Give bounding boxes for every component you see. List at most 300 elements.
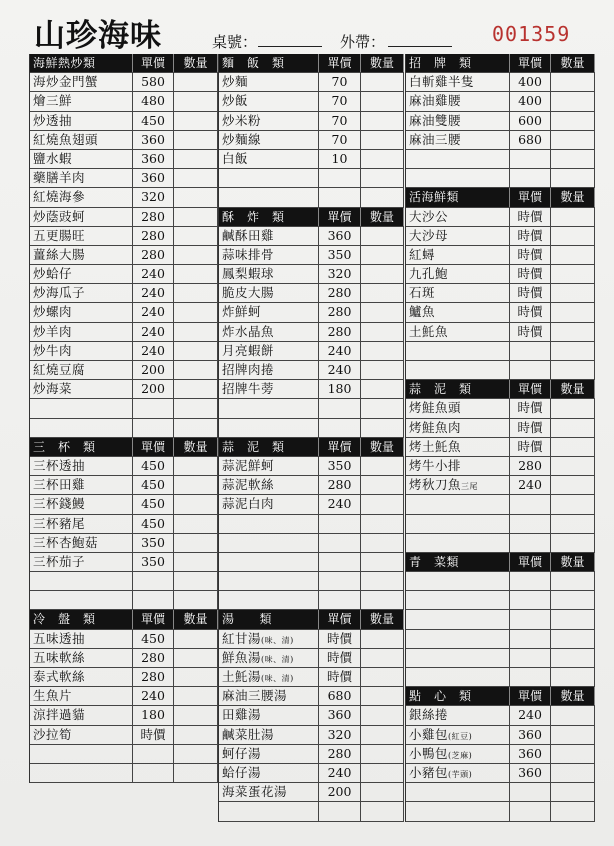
quantity-cell[interactable]	[174, 515, 218, 533]
quantity-cell[interactable]	[174, 92, 218, 110]
price-header: 單價	[319, 54, 361, 72]
quantity-cell[interactable]	[174, 380, 218, 398]
menu-item-row	[406, 802, 595, 821]
quantity-header: 數量	[551, 54, 595, 72]
item-price	[319, 572, 361, 590]
item-name-text: 麻油雙腰	[409, 112, 462, 128]
item-price: 280	[133, 246, 174, 264]
quantity-cell[interactable]	[174, 457, 218, 475]
quantity-cell[interactable]	[361, 188, 404, 206]
item-name	[406, 572, 510, 590]
item-name-text: 青 菜類	[409, 554, 460, 569]
quantity-cell[interactable]	[174, 73, 218, 91]
quantity-cell[interactable]	[361, 303, 404, 321]
item-price	[133, 745, 174, 763]
section-title	[30, 610, 133, 628]
menu-item-row	[30, 380, 218, 399]
quantity-cell[interactable]	[361, 342, 404, 360]
item-name-text: 炒飯	[222, 93, 249, 109]
quantity-cell[interactable]	[361, 649, 404, 667]
quantity-cell[interactable]	[551, 591, 595, 609]
quantity-cell[interactable]	[174, 169, 218, 187]
item-price: 時價	[510, 419, 551, 437]
item-name-text: 烤土魠魚	[409, 438, 462, 454]
menu-item-row	[30, 668, 218, 687]
quantity-cell[interactable]	[174, 188, 218, 206]
item-name	[30, 303, 133, 321]
item-name-text: 炒米粉	[222, 112, 262, 128]
item-price: 240	[319, 764, 361, 782]
quantity-cell[interactable]	[361, 745, 404, 763]
item-name	[219, 687, 319, 705]
item-price	[133, 572, 174, 590]
quantity-cell[interactable]	[174, 227, 218, 245]
menu-item-row	[219, 745, 404, 764]
section-header	[219, 208, 404, 227]
quantity-cell[interactable]	[551, 668, 595, 686]
quantity-cell[interactable]	[174, 208, 218, 226]
item-name	[406, 515, 510, 533]
menu-item-row	[30, 419, 218, 438]
item-name	[219, 246, 319, 264]
menu-item-row	[219, 150, 404, 169]
menu-item-row	[219, 169, 404, 188]
quantity-cell[interactable]	[551, 783, 595, 801]
item-name	[219, 591, 319, 609]
menu-item-row	[406, 745, 595, 764]
price-header: 單價	[510, 54, 551, 72]
quantity-cell[interactable]	[361, 92, 404, 110]
item-price: 時價	[510, 246, 551, 264]
price-header: 單價	[510, 188, 551, 206]
menu-item-row	[406, 515, 595, 534]
quantity-cell[interactable]	[361, 726, 404, 744]
item-name	[406, 802, 510, 820]
section-title	[406, 553, 510, 571]
quantity-cell[interactable]	[174, 419, 218, 437]
item-name	[219, 131, 319, 149]
item-name	[406, 284, 510, 302]
quantity-cell[interactable]	[174, 745, 218, 763]
quantity-cell[interactable]	[361, 572, 404, 590]
item-name	[219, 649, 319, 667]
quantity-cell[interactable]	[551, 476, 595, 494]
item-name	[219, 476, 319, 494]
item-name	[219, 726, 319, 744]
quantity-cell[interactable]	[174, 284, 218, 302]
item-name-text: 沙拉筍	[33, 726, 73, 742]
item-name	[219, 802, 319, 820]
item-name-text: 白斬雞半隻	[409, 74, 475, 90]
quantity-cell[interactable]	[551, 726, 595, 744]
item-name-text: 紅燒魚翅頭	[33, 131, 99, 147]
quantity-cell[interactable]	[174, 323, 218, 341]
quantity-cell[interactable]	[551, 534, 595, 552]
takeout-field[interactable]	[388, 46, 452, 47]
section-header	[30, 438, 218, 457]
menu-item-row	[406, 227, 595, 246]
section-title	[406, 188, 510, 206]
quantity-cell[interactable]	[174, 342, 218, 360]
item-price: 360	[319, 706, 361, 724]
menu-item-row	[30, 92, 218, 111]
item-price	[510, 783, 551, 801]
quantity-cell[interactable]	[174, 687, 218, 705]
item-name	[30, 380, 133, 398]
item-name-text: 烤鮭魚肉	[409, 419, 462, 435]
item-name-text: 生魚片	[33, 688, 73, 704]
menu-item-row	[30, 246, 218, 265]
section-header	[219, 438, 404, 457]
quantity-cell[interactable]	[174, 265, 218, 283]
quantity-cell[interactable]	[174, 534, 218, 552]
quantity-cell[interactable]	[551, 419, 595, 437]
item-name	[219, 323, 319, 341]
quantity-cell[interactable]	[174, 726, 218, 744]
quantity-cell[interactable]	[361, 783, 404, 801]
item-price: 280	[319, 476, 361, 494]
menu-item-row	[219, 515, 404, 534]
quantity-cell[interactable]	[361, 246, 404, 264]
item-name	[30, 246, 133, 264]
quantity-header: 數量	[361, 208, 404, 226]
quantity-cell[interactable]	[551, 706, 595, 724]
quantity-cell[interactable]	[361, 534, 404, 552]
item-name	[30, 227, 133, 245]
item-note: (芋頭)	[448, 769, 473, 779]
item-name	[219, 227, 319, 245]
quantity-header: 數量	[551, 687, 595, 705]
quantity-cell[interactable]	[361, 169, 404, 187]
item-note: (味、清)	[261, 674, 294, 683]
quantity-cell[interactable]	[551, 284, 595, 302]
quantity-cell[interactable]	[361, 764, 404, 782]
item-price: 350	[319, 246, 361, 264]
item-name-text: 炒海菜	[33, 381, 73, 397]
quantity-cell[interactable]	[551, 323, 595, 341]
item-name-text: 蒜味排骨	[222, 246, 275, 262]
quantity-cell[interactable]	[551, 438, 595, 456]
section-header	[406, 553, 595, 572]
item-name	[406, 726, 510, 744]
quantity-cell[interactable]	[361, 553, 404, 571]
menu-item-row	[219, 649, 404, 668]
quantity-cell[interactable]	[551, 227, 595, 245]
section-title	[406, 380, 510, 398]
menu-item-row	[219, 534, 404, 553]
quantity-cell[interactable]	[551, 303, 595, 321]
quantity-cell[interactable]	[361, 802, 404, 820]
quantity-cell[interactable]	[551, 208, 595, 226]
item-name	[219, 630, 319, 648]
quantity-cell[interactable]	[174, 495, 218, 513]
item-name	[219, 534, 319, 552]
item-price	[133, 591, 174, 609]
item-name-text: 麻油三腰湯	[222, 688, 288, 704]
quantity-cell[interactable]	[174, 361, 218, 379]
quantity-cell[interactable]	[551, 630, 595, 648]
quantity-cell[interactable]	[174, 591, 218, 609]
menu-item-row	[30, 745, 218, 764]
quantity-cell[interactable]	[361, 112, 404, 130]
quantity-cell[interactable]	[174, 553, 218, 571]
item-name-text: 蚵仔湯	[222, 745, 262, 761]
quantity-cell[interactable]	[361, 399, 404, 417]
item-price: 時價	[510, 208, 551, 226]
item-name-text: 涼拌過貓	[33, 707, 86, 723]
quantity-cell[interactable]	[361, 361, 404, 379]
price-header: 單價	[133, 610, 174, 628]
quantity-cell[interactable]	[361, 515, 404, 533]
item-name-text: 招牌肉捲	[222, 362, 275, 377]
item-name	[30, 745, 133, 763]
quantity-cell[interactable]	[174, 572, 218, 590]
item-name	[406, 169, 510, 187]
item-name-text: 三杯豬尾	[33, 515, 86, 531]
item-name-text: 五味透抽	[33, 630, 86, 646]
quantity-cell[interactable]	[361, 630, 404, 648]
item-name	[406, 227, 510, 245]
section-header	[30, 610, 218, 629]
quantity-cell[interactable]	[551, 265, 595, 283]
menu-item-row	[406, 361, 595, 380]
quantity-cell[interactable]	[551, 73, 595, 91]
menu-item-row	[30, 706, 218, 725]
quantity-cell[interactable]	[551, 610, 595, 628]
quantity-cell[interactable]	[551, 802, 595, 820]
item-name	[406, 591, 510, 609]
item-name-text: 烤秋刀魚	[409, 477, 462, 493]
item-name	[30, 649, 133, 667]
item-name-text: 藥膳羊肉	[33, 170, 86, 186]
menu-item-row	[219, 668, 404, 687]
item-name	[406, 495, 510, 513]
menu-item-row	[406, 112, 595, 131]
item-price	[510, 668, 551, 686]
item-price	[510, 495, 551, 513]
price-header: 單價	[319, 208, 361, 226]
item-price	[510, 534, 551, 552]
item-name	[219, 112, 319, 130]
item-price	[510, 572, 551, 590]
item-name	[30, 169, 133, 187]
menu-item-row	[219, 495, 404, 514]
item-name	[406, 303, 510, 321]
item-price: 時價	[510, 438, 551, 456]
item-price: 240	[319, 495, 361, 513]
section-header	[30, 54, 218, 73]
menu-item-row	[30, 188, 218, 207]
menu-item-row	[30, 112, 218, 131]
item-price	[133, 764, 174, 782]
item-name	[30, 572, 133, 590]
quantity-cell[interactable]	[551, 361, 595, 379]
quantity-cell[interactable]	[361, 284, 404, 302]
item-name-text: 五更腸旺	[33, 227, 86, 243]
item-name	[30, 112, 133, 130]
quantity-cell[interactable]	[174, 246, 218, 264]
item-name	[219, 92, 319, 110]
quantity-cell[interactable]	[174, 112, 218, 130]
menu-item-row	[219, 361, 404, 380]
quantity-cell[interactable]	[361, 227, 404, 245]
quantity-cell[interactable]	[551, 745, 595, 763]
item-price: 時價	[319, 668, 361, 686]
quantity-cell[interactable]	[551, 246, 595, 264]
item-name-text: 烤鮭魚頭	[409, 400, 462, 416]
item-name-text: 炒海瓜子	[33, 285, 86, 301]
item-name-text: 三杯茄子	[33, 553, 86, 569]
quantity-cell[interactable]	[361, 323, 404, 341]
table-number-field[interactable]	[258, 46, 322, 47]
item-price: 時價	[510, 303, 551, 321]
item-name-text: 月亮蝦餅	[222, 342, 275, 358]
item-name	[30, 265, 133, 283]
menu-item-row	[219, 265, 404, 284]
quantity-cell[interactable]	[174, 668, 218, 686]
item-price	[319, 419, 361, 437]
quantity-header: 數量	[551, 553, 595, 571]
item-name-text: 冷 盤 類	[33, 612, 96, 627]
item-name-text: 小鴨包	[409, 745, 449, 761]
item-name	[406, 706, 510, 724]
quantity-cell[interactable]	[361, 495, 404, 513]
section-header	[219, 54, 404, 73]
quantity-header: 數量	[361, 438, 404, 456]
quantity-cell[interactable]	[361, 687, 404, 705]
menu-item-row	[406, 131, 595, 150]
item-name	[30, 150, 133, 168]
quantity-cell[interactable]	[551, 764, 595, 782]
quantity-cell[interactable]	[174, 649, 218, 667]
item-price: 280	[133, 208, 174, 226]
quantity-cell[interactable]	[551, 649, 595, 667]
item-name	[219, 515, 319, 533]
quantity-cell[interactable]	[361, 706, 404, 724]
item-name-text: 蒜泥軟絲	[222, 477, 275, 493]
menu-item-row	[406, 323, 595, 342]
item-price	[319, 553, 361, 571]
item-name-text: 蒜 泥 類	[409, 382, 472, 397]
item-name	[406, 361, 510, 379]
quantity-cell[interactable]	[361, 265, 404, 283]
quantity-cell[interactable]	[551, 457, 595, 475]
quantity-cell[interactable]	[174, 476, 218, 494]
menu-item-row	[219, 726, 404, 745]
quantity-cell[interactable]	[361, 73, 404, 91]
item-price: 240	[133, 265, 174, 283]
quantity-cell[interactable]	[361, 591, 404, 609]
quantity-cell[interactable]	[551, 515, 595, 533]
menu-item-row	[30, 476, 218, 495]
item-name	[406, 668, 510, 686]
quantity-cell[interactable]	[174, 706, 218, 724]
quantity-cell[interactable]	[551, 92, 595, 110]
quantity-cell[interactable]	[174, 150, 218, 168]
item-price: 350	[319, 457, 361, 475]
menu-item-row	[406, 534, 595, 553]
quantity-cell[interactable]	[551, 150, 595, 168]
item-name-text: 鳳梨蝦球	[222, 266, 275, 282]
item-price: 280	[510, 457, 551, 475]
item-price: 70	[319, 92, 361, 110]
quantity-cell[interactable]	[174, 131, 218, 149]
quantity-cell[interactable]	[551, 131, 595, 149]
quantity-cell[interactable]	[361, 419, 404, 437]
quantity-cell[interactable]	[551, 169, 595, 187]
section-title	[219, 54, 319, 72]
item-name	[406, 534, 510, 552]
order-serial-number: 001359	[492, 22, 571, 46]
menu-item-row	[406, 419, 595, 438]
menu-column-3	[405, 54, 595, 822]
item-name-text: 田雞湯	[222, 707, 262, 723]
item-price: 70	[319, 131, 361, 149]
quantity-cell[interactable]	[361, 476, 404, 494]
item-note: (紅豆)	[448, 731, 473, 741]
quantity-cell[interactable]	[361, 457, 404, 475]
quantity-cell[interactable]	[361, 380, 404, 398]
item-name-text: 九孔鮑	[409, 266, 449, 282]
item-name	[30, 323, 133, 341]
section-title	[406, 54, 510, 72]
menu-item-row	[30, 687, 218, 706]
item-name-text: 蒜泥鮮蚵	[222, 457, 275, 473]
item-name	[30, 342, 133, 360]
quantity-cell[interactable]	[551, 342, 595, 360]
quantity-cell[interactable]	[174, 399, 218, 417]
menu-item-row	[406, 169, 595, 188]
quantity-cell[interactable]	[551, 495, 595, 513]
menu-item-row	[219, 303, 404, 322]
item-name-text: 燴三鮮	[33, 93, 73, 109]
item-name	[219, 457, 319, 475]
quantity-cell[interactable]	[174, 764, 218, 782]
item-price: 280	[319, 323, 361, 341]
item-price	[319, 802, 361, 820]
quantity-cell[interactable]	[361, 668, 404, 686]
item-name	[406, 630, 510, 648]
item-name-text: 麻油雞腰	[409, 93, 462, 109]
item-price: 360	[510, 726, 551, 744]
quantity-cell[interactable]	[361, 150, 404, 168]
item-price: 時價	[510, 284, 551, 302]
menu-item-row	[406, 399, 595, 418]
item-price: 240	[510, 706, 551, 724]
quantity-cell[interactable]	[174, 303, 218, 321]
quantity-cell[interactable]	[361, 131, 404, 149]
item-note: (芝麻)	[448, 750, 473, 760]
menu-item-row	[406, 208, 595, 227]
menu-item-row	[219, 553, 404, 572]
item-name	[219, 284, 319, 302]
item-name	[30, 476, 133, 494]
item-name-text: 銀絲捲	[409, 707, 449, 723]
quantity-cell[interactable]	[551, 572, 595, 590]
item-price: 320	[319, 726, 361, 744]
quantity-cell[interactable]	[551, 112, 595, 130]
item-name	[30, 73, 133, 91]
menu-item-row	[219, 687, 404, 706]
quantity-cell[interactable]	[174, 630, 218, 648]
item-price: 240	[133, 323, 174, 341]
item-price: 320	[133, 188, 174, 206]
quantity-cell[interactable]	[551, 399, 595, 417]
menu-item-row	[30, 515, 218, 534]
menu-item-row	[406, 783, 595, 802]
item-price: 時價	[319, 649, 361, 667]
item-name-text: 薑絲大腸	[33, 246, 86, 262]
